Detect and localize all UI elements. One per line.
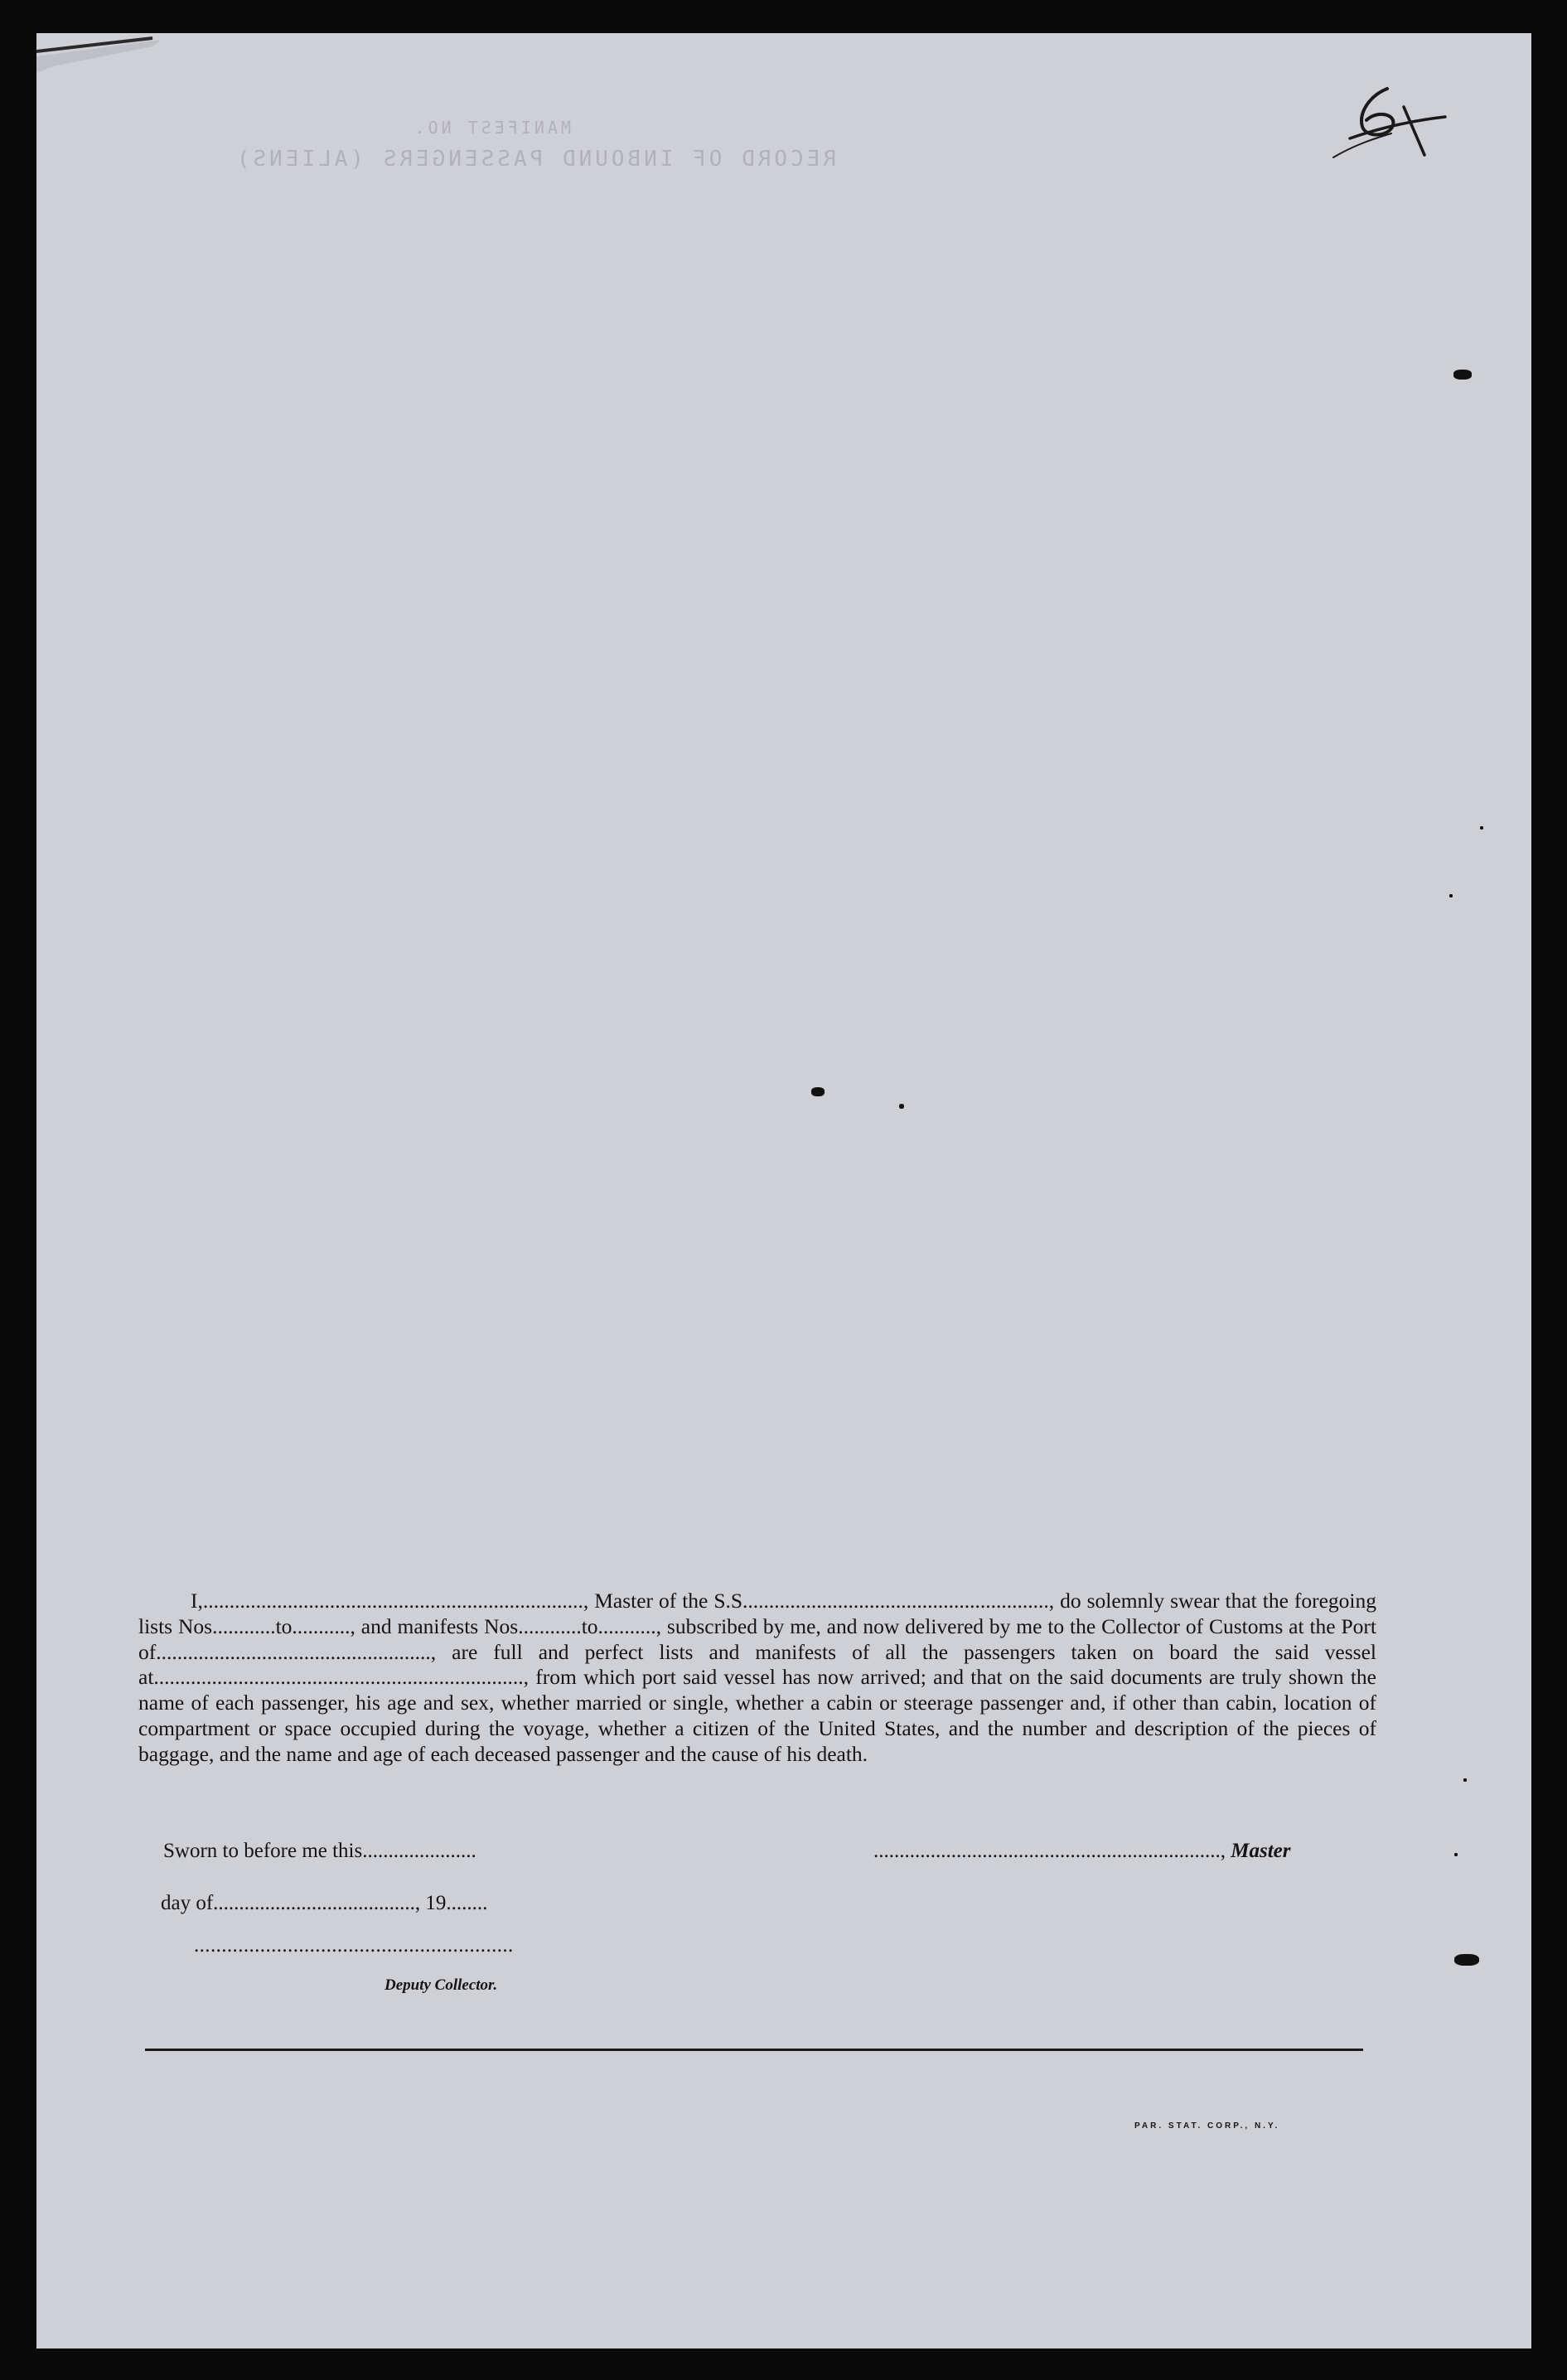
bleed-through-header	[206, 112, 836, 175]
manifest-sheet	[36, 33, 1531, 2349]
day-of-line: day of......................................., 19........	[161, 1892, 488, 1914]
handwritten-page-number	[1325, 79, 1449, 170]
ink-speck	[1463, 1778, 1467, 1782]
ink-speck	[1480, 826, 1483, 830]
printer-imprint: PAR. STAT. CORP., N.Y.	[1134, 2121, 1280, 2131]
ink-speck	[1453, 370, 1472, 380]
deputy-collector-label: Deputy Collector.	[384, 1976, 498, 1994]
bleed-through-line-1: MANIFEST NO.	[411, 118, 571, 138]
master-signature-line	[873, 1840, 1290, 1863]
oath-paragraph: I,........................................................................, Master of the S.S.........................................................., do solemnly swear that the foregoing lists Nos............to..........., and manifests Nos............to..........., subscribed by me, and now delivered by me to the Collector of Customs at the Port of...................................................., are full and perfect lists and manifests of all the passengers taken on board the said vessel at......................................................................, from which port said vessel has now arrived; and that on the said documents are truly shown the name of each passenger, his age and sex, whether married or single, whether a cabin or steerage passenger and, if other than cabin, location of compartment or space occupied during the voyage, whether a citizen of the United States, and the number and description of the pieces of baggage, and the name and age of each deceased passenger and the cause of his death.	[138, 1589, 1376, 1766]
sworn-before-line: Sworn to before me this......................	[163, 1840, 476, 1862]
ink-speck	[1454, 1853, 1458, 1856]
deputy-signature-dots: ..........................................................	[194, 1934, 514, 1957]
master-signature-dots: ...................................................................,	[873, 1840, 1226, 1862]
page-corner-curl	[36, 33, 161, 83]
master-role-label: Master	[1231, 1840, 1291, 1862]
ink-speck	[1454, 1954, 1479, 1966]
ink-speck	[1449, 894, 1453, 897]
bleed-through-line-2: RECORD OF INBOUND PASSENGERS (ALIENS)	[233, 147, 836, 172]
ink-speck	[811, 1087, 825, 1096]
ink-speck	[899, 1104, 904, 1109]
bottom-rule	[145, 2049, 1363, 2051]
